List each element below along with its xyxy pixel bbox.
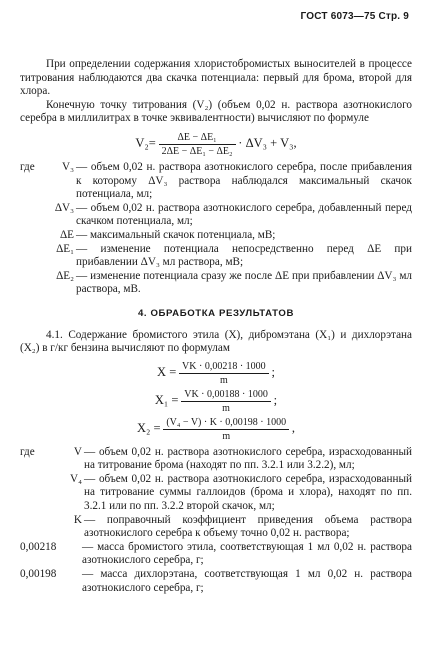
definition-text: — изменение потенциала непосредственно перед ΔE при прибавлении ΔV₃ мл раствора, мВ; [76, 242, 412, 269]
formula-x-denominator: m [219, 374, 228, 386]
formula-x2-denominator: m [222, 430, 231, 442]
definition-number: 0,00218 [20, 540, 57, 553]
definition-text: — поправочный коэффициент приведения объема раствора азотнокислого серебра к объему точно 0,02 н. раствора; [84, 513, 412, 540]
formula-x [20, 361, 412, 386]
formula-v2 [20, 132, 412, 157]
formula-x1-denominator: m [222, 402, 230, 414]
definition-row [20, 541, 412, 568]
definition-text: — объем 0,02 н. раствора азотнокислого серебра, израсходованный на титрование суммы галлоидов (брома и хлора), находят по пп. 3.2.1 или по пп. 3.2.2 второй скачок, мл; [84, 472, 412, 513]
formula-x1-tail: ; [273, 392, 278, 407]
definition-row [20, 229, 412, 243]
definition-symbol: ΔE₁ [56, 242, 74, 255]
formula-v2-rhs: · ΔV₃ + V₃, [238, 136, 297, 151]
definition-symbol: ΔE₂ [56, 269, 74, 282]
formula-x1-numerator: VK · 0,00188 · 1000 [181, 389, 271, 402]
formula-x-tail: ; [271, 364, 275, 379]
definition-symbol: V [73, 445, 82, 458]
formula-x-numerator: VK · 0,00218 · 1000 [179, 361, 269, 374]
definition-symbol: V₃ [62, 160, 74, 173]
page-content [20, 58, 412, 595]
page-header: ГОСТ 6073—75 Стр. 9 [300, 11, 409, 22]
definition-text: — объем 0,02 н. раствора азотнокислого серебра, добавленный перед скачком потенциала, мл; [76, 201, 412, 228]
definition-row [20, 202, 412, 229]
definition-text: — объем 0,02 н. раствора азотнокислого серебра, израсходованный на титрование брома (находят по пп. 3.2.1 или 3.2.2), мл; [84, 445, 412, 472]
definition-symbol: V₄ [70, 472, 82, 485]
formula-x1 [20, 389, 412, 414]
definition-row [20, 161, 412, 202]
formula-v2-fraction [159, 132, 236, 157]
formula-x2-numerator: (V₄ − V) · K · 0,00198 · 1000 [163, 417, 289, 430]
definition-row [20, 473, 412, 514]
definition-symbol: ΔV₃ [54, 201, 74, 214]
definition-row [20, 446, 412, 473]
where-label: где [20, 445, 35, 458]
definitions-1 [20, 161, 412, 297]
formula-x-lhs: X = [157, 364, 177, 379]
definition-row [20, 270, 412, 297]
definition-text: — масса бромистого этила, соответствующая 1 мл 0,02 н. раствора азотнокислого серебра, г; [82, 540, 412, 567]
definitions-2 [20, 446, 412, 596]
definition-text: — изменение потенциала сразу же после ΔE при прибавлении ΔV₃ мл раствора, мВ. [76, 269, 412, 296]
definition-text: — объем 0,02 н. раствора азотнокислого серебра, после прибавления к которому ΔV₃ раствора наблюдался максимальный скачок потенциала, мл; [76, 160, 412, 201]
formula-x2-fraction [163, 417, 289, 442]
definition-text: — максимальный скачок потенциала, мВ; [76, 228, 276, 241]
formula-x1-lhs: X₁ = [154, 392, 179, 407]
paragraph-results: 4.1. Содержание бромистого этила (X), дибромэтана (X₁) и дихлорэтана (X₂) в г/кг бензина вычисляют по формулам [20, 328, 412, 355]
definition-row [20, 568, 412, 595]
formula-x1-fraction [181, 389, 271, 414]
definition-row [20, 243, 412, 270]
where-label: где [20, 160, 35, 173]
definition-row [20, 514, 412, 541]
definition-symbol: ΔE [59, 228, 74, 241]
definition-text: — масса дихлорэтана, соответствующая 1 мл 0,02 н. раствора азотнокислого серебра, г; [82, 568, 412, 594]
paragraph-endpoint: Конечную точку титрования (V₂) (объем 0,02 н. раствора азотнокислого серебра в миллилитрах в точке эквивалентности) вычисляют по формуле [20, 98, 412, 125]
formula-x2 [20, 417, 412, 442]
formula-x-fraction [179, 361, 269, 386]
formula-x2-lhs: X₂ = [136, 420, 161, 435]
formula-v2-lhs: V₂= [135, 136, 156, 151]
formula-x2-tail: , [291, 420, 296, 435]
formula-v2-denominator: 2ΔE − ΔE₁ − ΔE₂ [161, 145, 233, 157]
section-title: 4. ОБРАБОТКА РЕЗУЛЬТАТОВ [138, 307, 294, 319]
paragraph-titration: При определении содержания хлористобромистых выносителей в процессе титрования наблюдаются два скачка потенциала: первый для брома, второй для хлора. [20, 58, 412, 98]
definition-symbol: K [73, 513, 82, 526]
formula-v2-numerator: ΔE − ΔE₁ [159, 132, 236, 145]
definition-number: 0,00198 [20, 568, 57, 581]
